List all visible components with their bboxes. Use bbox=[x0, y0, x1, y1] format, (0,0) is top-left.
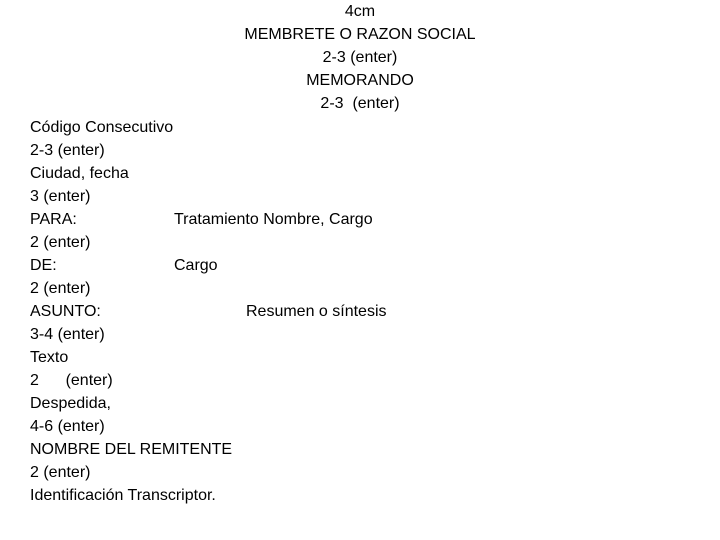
spacing-note: 2 (enter) bbox=[30, 234, 91, 251]
to-value: Tratamiento Nombre, Cargo bbox=[174, 211, 373, 228]
sender-name-line: NOMBRE DEL REMITENTE bbox=[30, 441, 233, 458]
transcriber-line: Identificación Transcriptor. bbox=[30, 487, 216, 504]
from-label: DE: bbox=[30, 257, 57, 274]
from-value: Cargo bbox=[174, 257, 218, 274]
body-text-line: Texto bbox=[30, 349, 69, 366]
code-line: Código Consecutivo bbox=[30, 119, 174, 136]
spacing-note: 2-3 (enter) bbox=[320, 95, 400, 112]
spacing-note: 2-3 (enter) bbox=[322, 49, 398, 66]
document-type-title: MEMORANDO bbox=[306, 72, 414, 89]
spacing-note: 2 (enter) bbox=[30, 464, 91, 481]
city-date-line: Ciudad, fecha bbox=[30, 165, 129, 182]
spacing-note: 3-4 (enter) bbox=[30, 326, 105, 343]
farewell-line: Despedida, bbox=[30, 395, 111, 412]
subject-value: Resumen o síntesis bbox=[246, 303, 387, 320]
spacing-note: 2-3 (enter) bbox=[30, 142, 105, 159]
top-margin-note: 4cm bbox=[344, 3, 376, 20]
to-label: PARA: bbox=[30, 211, 77, 228]
spacing-note: 4-6 (enter) bbox=[30, 418, 105, 435]
spacing-note: 3 (enter) bbox=[30, 188, 91, 205]
subject-label: ASUNTO: bbox=[30, 303, 101, 320]
letterhead-line: MEMBRETE O RAZON SOCIAL bbox=[244, 26, 476, 43]
spacing-note: 2 (enter) bbox=[30, 372, 113, 389]
spacing-note: 2 (enter) bbox=[30, 280, 91, 297]
